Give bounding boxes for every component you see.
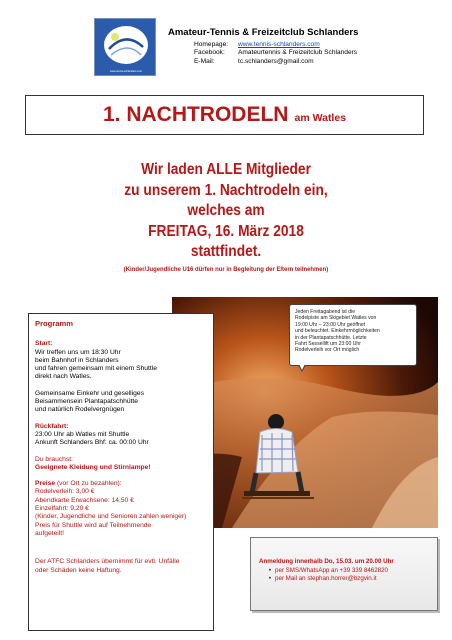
bubble-line: und beleuchtet. Einkehrmöglichkeiten <box>295 328 380 335</box>
bubble-tail-fill <box>299 364 305 370</box>
registration-list <box>265 567 431 584</box>
prices-title: Preise <box>35 480 56 488</box>
contact-label: E-Mail: <box>194 57 215 65</box>
program-line: direkt nach Watles. <box>35 373 92 381</box>
event-title-box <box>25 95 424 135</box>
program-line: 23:00 Uhr ab Watles mit Shuttle <box>35 430 130 438</box>
event-title: 1. NACHTRODELN <box>102 103 289 126</box>
program-line: und fahren gemeinsam mit einem Shuttle <box>35 365 157 373</box>
contact-block <box>194 41 357 66</box>
invitation-line: zu unserem 1. Nachtrodeln ein, <box>124 181 328 199</box>
registration-sms[interactable]: per SMS/WhatsApp an +39 339 8462820 <box>275 566 389 574</box>
contact-email <box>194 58 357 66</box>
bubble-line: Fahrt Sessellift um 23:00 Uhr <box>295 341 361 348</box>
program-line: Gemeinsame Einkehr und geselliges <box>35 389 144 397</box>
email-address[interactable]: tc.schlanders@gmail.com <box>238 57 314 65</box>
contact-label: Facebook: <box>194 49 225 57</box>
program-line: Wir treffen uns um 18:30 Uhr <box>35 348 121 356</box>
contact-homepage <box>194 41 357 49</box>
prices-title-row <box>35 480 207 488</box>
invitation-line: stattfindet. <box>190 243 262 260</box>
event-location: am Watles <box>294 112 347 124</box>
invitation-line: welches am <box>187 202 265 219</box>
program-line: beim Bahnhof in Schlanders <box>35 356 119 364</box>
bubble-line: Jeden Freitagabend ist die <box>295 309 356 315</box>
need-title: Du brauchst: <box>35 455 73 463</box>
bullet-icon: • <box>268 566 272 574</box>
invitation-text <box>32 160 421 263</box>
homepage-link[interactable]: www.tennis-schlanders.com <box>238 41 320 48</box>
program-line: Beisammensein Plantapatschhütte <box>35 398 138 406</box>
info-speech-bubble <box>289 304 417 366</box>
registration-mail[interactable]: per Mail an stephan.horrer@bzgvin.it <box>275 575 377 583</box>
age-note: (Kinder/Jugendliche U16 dürfen nur in Begleitung der Eltern teilnehmen) <box>123 266 329 273</box>
contact-facebook <box>194 49 357 57</box>
price-line: Abendkarte Erwachsene: 14,50 € <box>35 496 134 504</box>
registration-title: Anmeldung innerhalb Do, 15.03. um 20.00 Uhr <box>259 558 394 565</box>
bubble-line: in der Plantapatschhütte. Letzte <box>295 334 367 341</box>
contact-label: Homepage: <box>194 41 229 48</box>
shuttle-line: Preis für Shuttle wird auf Teilnehmende <box>35 521 152 529</box>
facebook-name: Amateurtennis & Freizeitclub Schlanders <box>238 49 358 57</box>
club-logo <box>94 18 156 76</box>
tennis-ball-icon <box>95 19 156 76</box>
program-line: und natürlich Rodelvergnügen <box>35 406 125 414</box>
price-line: Rodelverleih: 3,00 € <box>35 488 95 496</box>
disclaimer-line: Der ATFC Schlanders übernimmt für evtl. Unfälle <box>35 558 180 566</box>
logo-url: www.tennis-schlanders.com <box>109 70 143 73</box>
prices-suffix: (vor Ort zu bezahlen): <box>56 480 122 488</box>
registration-item <box>265 567 431 576</box>
registration-item <box>265 575 431 584</box>
price-note: (Kinder, Jugendliche und Senioren zahlen weniger) <box>35 513 187 521</box>
invitation-line: Wir laden ALLE Mitglieder <box>141 161 311 178</box>
bubble-line: Rodelverleih vor Ort möglich <box>295 347 360 354</box>
invitation-date: FREITAG, 16. März 2018 <box>148 222 304 240</box>
price-line: Einzelfahrt: 9,20 € <box>35 505 89 513</box>
program-line: Ankunft Schlanders Bhf: ca. 00:00 Uhr <box>35 439 149 447</box>
program-box <box>28 313 214 631</box>
need-text: Geeignete Kleidung und Stirnlampe! <box>35 463 151 471</box>
return-title: Rückfahrt: <box>35 422 69 430</box>
bubble-line: Rodelpiste am Skigebiet Watles von <box>295 315 377 322</box>
shuttle-line: aufgeteilt! <box>35 529 64 537</box>
bubble-line: 19:00 Uhr – 23:00 Uhr geöffnet <box>295 321 366 328</box>
bullet-icon: • <box>268 575 272 583</box>
registration-box <box>250 537 438 611</box>
program-heading: Programm <box>35 319 73 328</box>
club-name: Amateur-Tennis & Freizeitclub Schlanders <box>168 27 359 38</box>
disclaimer-line: oder Schäden keine Haftung. <box>35 566 122 574</box>
start-title: Start: <box>35 340 53 348</box>
